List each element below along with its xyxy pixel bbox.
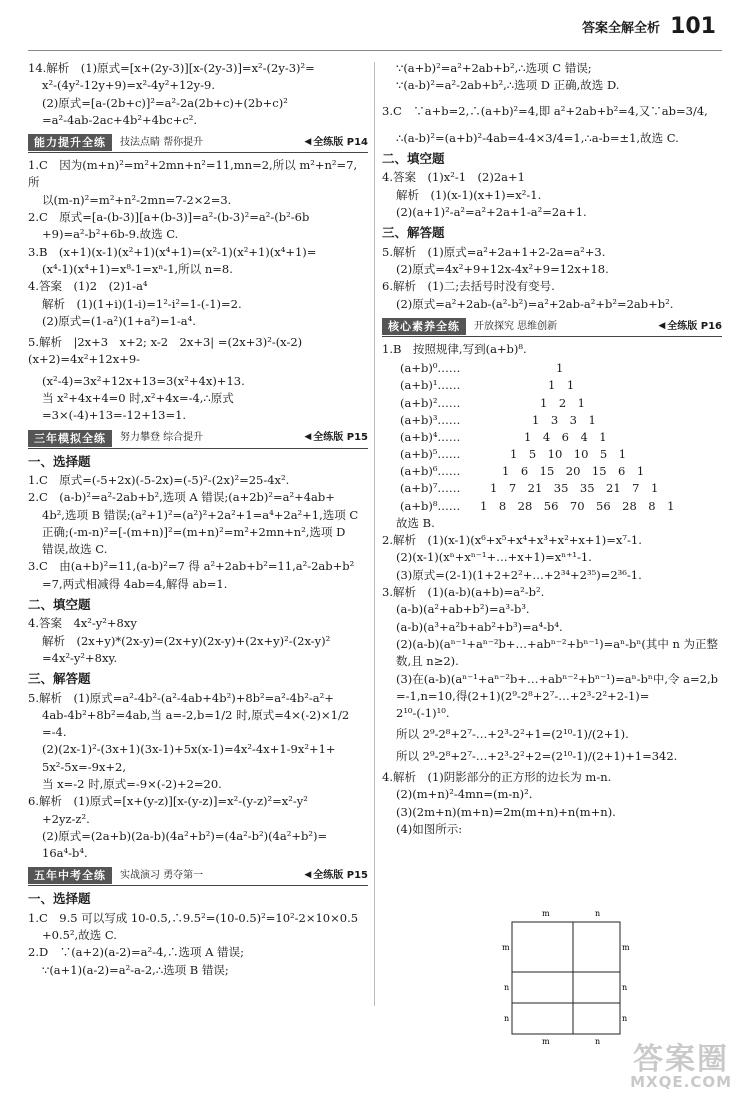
fig-label-bottom-m: m: [542, 1037, 550, 1046]
pascal-row-values: 1 3 3 1: [532, 412, 596, 427]
pascal-row: [400, 498, 722, 515]
arrow-icon: ◀: [304, 870, 312, 881]
arrow-icon: ◀: [658, 320, 666, 331]
pascal-row-values: 1 7 21 35 35 21 7 1: [490, 481, 659, 496]
section-heading: 一、选择题: [28, 453, 91, 469]
arrow-icon: ◀: [304, 432, 312, 443]
answer-d1-end: 故选 B.: [396, 515, 435, 530]
fig-outer-rect: [512, 922, 620, 1034]
fig-label-left-n1: n: [504, 983, 510, 992]
answer-r0: ∵(a+b)²=a²+2ab+b²,∴选项 C 错误; ∵(a-b)²=a²-2ab+b²,∴选项 D 正确,故选 D.: [396, 61, 620, 93]
fig-label-right-n2: n: [622, 1014, 628, 1023]
pascal-row-values: 1 5 10 10 5 1: [510, 447, 627, 462]
pascal-row-label: (a+b)³……: [400, 412, 461, 427]
header-label: 答案全解全析: [582, 20, 661, 36]
pascal-row: [400, 463, 722, 480]
pascal-row-label: (a+b)¹……: [400, 378, 461, 393]
pascal-row-values: 1 2 1: [540, 395, 585, 410]
left-column: [28, 60, 368, 979]
pascal-row-label: (a+b)⁵……: [400, 447, 461, 462]
pascal-row: [400, 360, 722, 377]
square-figure: [498, 908, 634, 1046]
answer-b1: 1.C 原式=(-5+2x)(-5-2x)=(-5)²-(2x)²=25-4x².: [28, 472, 290, 487]
answer-r3: 3.C ∵a+b=2,∴(a+b)²=4,即 a²+2ab+b²=4,又∵ab=3/4, ∴(a-b)²=(a+b)²-4ab=4-4×3/4=1,∴a-b=±1,故选 C.: [382, 103, 708, 145]
section-heading: 二、填空题: [28, 597, 91, 613]
section-heading: 一、选择题: [28, 891, 91, 907]
section-banner-ability: 能力提升全练 技法点睛 帮你提升 ◀ 全练版 P14: [28, 133, 368, 153]
fig-label-top-m: m: [542, 909, 550, 918]
answer-c2: 2.D ∵(a+2)(a-2)=a²-4,∴选项 A 错误; ∵(a+1)(a-2)=a²-a-2,∴选项 B 错误;: [28, 945, 244, 977]
pascal-row-values: 1 6 15 20 15 6 1: [502, 464, 645, 479]
pascal-row: [400, 395, 722, 412]
pascal-row-values: 1 1: [548, 378, 575, 393]
section-heading: 二、填空题: [382, 151, 445, 167]
fig-label-left-n2: n: [504, 1014, 510, 1023]
right-column: [382, 60, 722, 838]
arrow-icon: ◀: [304, 137, 312, 148]
section-heading: 三、解答题: [28, 671, 91, 687]
section-banner-core: 核心素养全练 开放探究 思维创新 ◀ 全练版 P16: [382, 317, 722, 337]
answer-c1: 1.C 9.5 可以写成 10-0.5,∴9.5²=(10-0.5)²=10²-2×10×0.5 +0.5²,故选 C.: [28, 910, 359, 943]
pascal-row-label: (a+b)⁷……: [400, 481, 461, 496]
answer-a5: 5.解析 |2x+3 x+2; x-2 2x+3| =(2x+3)²-(x-2)(x+2)=4x²+12x+9- (x²-4)=3x²+12x+13=3(x²+4x)+13. 当 x²+4x+4=0 时,x²+4x=-4,∴原式=3×(-4)+13=-12+13=1.: [28, 335, 303, 423]
page-number: 101: [670, 13, 716, 39]
pascal-row-label: (a+b)⁰……: [400, 361, 461, 376]
fig-label-bottom-n: n: [595, 1037, 601, 1046]
pascal-row-values: 1: [556, 361, 564, 376]
pascal-row: [400, 429, 722, 446]
answer-d4: 4.解析 (1)阴影部分的正方形的边长为 m-n. (2)(m+n)²-4mn=(m-n)². (3)(2m+n)(m+n)=2m(m+n)+n(m+n). (4)如图所示:: [382, 770, 616, 836]
answer-14: 14.解析 (1)原式=[x+(2y-3)][x-(2y-3)]=x²-(2y-3)²= x²-(4y²-12y+9)=x²-4y²+12y-9. (2)原式=[a-(2b+c)]²=a²-2a(2b+c)+(2b+c)² =a²-4ab-2ac+4b²+4bc+c².: [28, 61, 315, 127]
answer-b4: 4.答案 4x²-y²+8xy 解析 (2x+y)*(2x-y)=(2x+y)(2x-y)+(2x+y)²-(2x-y)² =4x²-y²+8xy.: [28, 616, 331, 665]
pascal-triangle: [400, 360, 722, 515]
answer-b3: 3.C 由(a+b)²=11,(a-b)²=7 得 a²+2ab+b²=11,a²-2ab+b² =7,两式相减得 4ab=4,解得 ab=1.: [28, 559, 355, 591]
answer-b2: 2.C (a-b)²=a²-2ab+b²,选项 A 错误;(a+2b)²=a²+4ab+ 4b²,选项 B 错误;(a²+1)²=(a²)²+2a²+1=a⁴+2a²+1,选项 C 正确;(-m-n)²=[-(m+n)]²=(m+n)²=m²+2mn+n²,选项 D 错误,故选 C.: [28, 490, 359, 557]
answer-d1: 1.B 按照规律,写到(a+b)⁸.: [382, 341, 527, 356]
pascal-row-label: (a+b)⁶……: [400, 464, 461, 479]
answer-a1: 1.C 因为(m+n)²=m²+2mn+n²=11,mn=2,所以 m²+n²=7,所 以(m-n)²=m²+n²-2mn=7-2×2=3.: [28, 158, 358, 207]
fig-label-right-n1: n: [622, 983, 628, 992]
pascal-row-values: 1 4 6 4 1: [524, 429, 607, 444]
pascal-row-label: (a+b)²……: [400, 395, 461, 410]
answer-d3: 3.解析 (1)(a-b)(a+b)=a²-b². (a-b)(a²+ab+b²)=a³-b³. (a-b)(a³+a²b+ab²+b³)=a⁴-b⁴. (2)(a-b)(aⁿ⁻¹+aⁿ⁻²b+…+abⁿ⁻²+bⁿ⁻¹)=aⁿ-bⁿ(其中 n 为正整 数,且 n≥2). (3)在(a-b)(aⁿ⁻¹+aⁿ⁻²b+…+abⁿ⁻²+bⁿ⁻¹)=aⁿ-bⁿ中,令 a=2,b =-1,n=10,得(2+1)(2⁹-2⁸+2⁷-…+2³-2²+2-1)= 2¹⁰-(-1)¹⁰. 所以 2⁹-2⁸+2⁷-…+2³-2²+1=(2¹⁰-1)/(2+1). 所以 2⁹-2⁸+2⁷-…+2³-2²+2=(2¹⁰-1)/(2+1)+1=342.: [382, 585, 719, 763]
answer-b6: 6.解析 (1)原式=[x+(y-z)][x-(y-z)]=x²-(y-z)²=x²-y² +2yz-z². (2)原式=(2a+b)(2a-b)(4a²+b²)=(4a²-b²)(4a²+b²)= 16a⁴-b⁴.: [28, 794, 328, 861]
answer-r5: 5.解析 (1)原式=a²+2a+1+2-2a=a²+3. (2)原式=4x²+9+12x-4x²+9=12x+18.: [382, 244, 609, 276]
answer-a3: 3.B (x+1)(x-1)(x²+1)(x⁴+1)=(x²-1)(x²+1)(x⁴+1)= (x⁴-1)(x⁴+1)=x⁸-1=xⁿ-1,所以 n=8.: [28, 244, 317, 276]
section-banner-exam: 五年中考全练 实战演习 勇夺第一 ◀ 全练版 P15: [28, 866, 368, 886]
pascal-row-label: (a+b)⁸……: [400, 498, 461, 513]
pascal-row: [400, 412, 722, 429]
fig-label-top-n: n: [595, 909, 601, 918]
header-rule: [28, 50, 722, 51]
pascal-row: [400, 446, 722, 463]
pascal-row: [400, 377, 722, 394]
fig-label-right-m: m: [622, 943, 630, 952]
answer-r6: 6.解析 (1)二;去括号时没有变号. (2)原式=a²+2ab-(a²-b²)=a²+2ab-a²+b²=2ab+b².: [382, 279, 674, 311]
page-header: [582, 6, 716, 46]
pascal-row-label: (a+b)⁴……: [400, 429, 461, 444]
watermark-logo: 答案圈 MXQE.COM: [630, 1042, 732, 1091]
section-banner-mock: 三年模拟全练 努力攀登 综合提升 ◀ 全练版 P15: [28, 429, 368, 449]
pascal-row: [400, 480, 722, 497]
pascal-row-values: 1 8 28 56 70 56 28 8 1: [480, 498, 675, 513]
answer-a4: 4.答案 (1)2 (2)1-a⁴ 解析 (1)(1+i)(1-i)=1²-i²=1-(-1)=2. (2)原式=(1-a²)(1+a²)=1-a⁴.: [28, 279, 242, 328]
fig-label-left-m: m: [502, 943, 510, 952]
answer-d2: 2.解析 (1)(x-1)(x⁶+x⁵+x⁴+x³+x²+x+1)=x⁷-1. (2)(x-1)(xⁿ+xⁿ⁻¹+…+x+1)=xⁿ⁺¹-1. (3)原式=(2-1)(1+2+2²+…+2³⁴+2³⁵)=2³⁶-1.: [382, 533, 642, 582]
answer-b5: 5.解析 (1)原式=a²-4b²-(a²-4ab+4b²)+8b²=a²-4b²-a²+ 4ab-4b²+8b²=4ab,当 a=-2,b=1/2 时,原式=4×(-2)×1/2 =-4. (2)(2x-1)²-(3x+1)(3x-1)+5x(x-1)=4x²-4x+1-9x²+1+ 5x²-5x=-9x+2, 当 x=-2 时,原式=-9×(-2)+2=20.: [28, 690, 350, 791]
answer-a2: 2.C 原式=[a-(b-3)][a+(b-3)]=a²-(b-3)²=a²-(b²-6b +9)=a²-b²+6b-9.故选 C.: [28, 210, 310, 242]
section-heading: 三、解答题: [382, 225, 445, 241]
column-divider: [374, 62, 375, 1006]
answer-r4: 4.答案 (1)x²-1 (2)2a+1 解析 (1)(x-1)(x+1)=x²-1. (2)(a+1)²-a²=a²+2a+1-a²=2a+1.: [382, 170, 587, 220]
